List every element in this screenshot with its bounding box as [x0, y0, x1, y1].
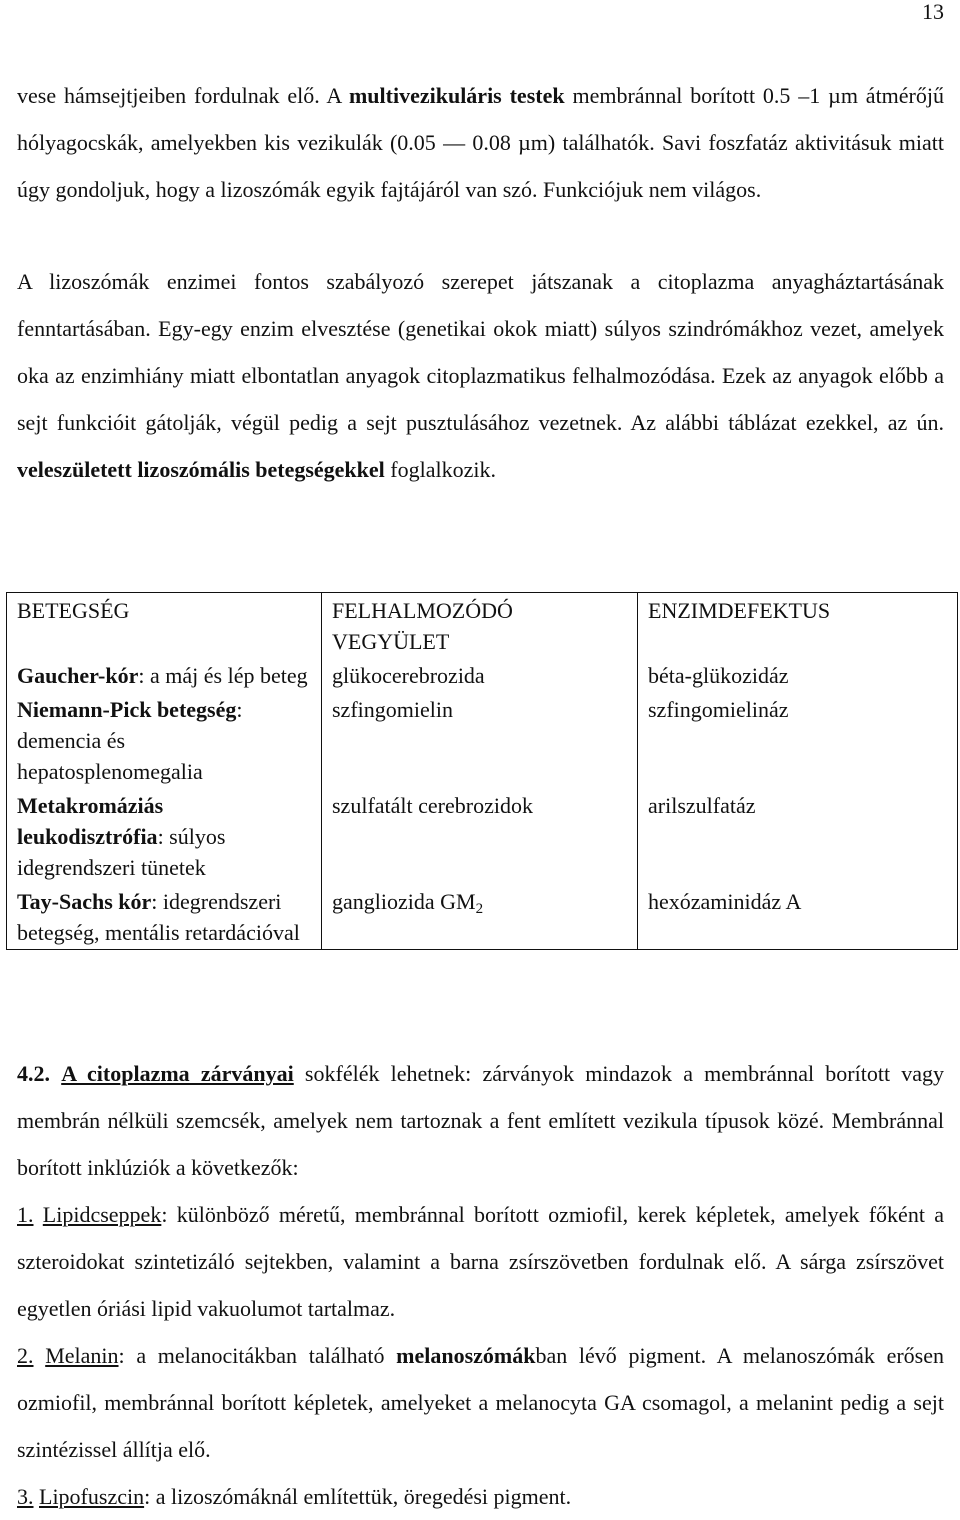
section-cytoplasm-inclusions [17, 1050, 944, 1520]
bold-term: melanoszómák [396, 1343, 536, 1368]
list-term: Lipidcseppek [42, 1202, 162, 1227]
lysosomal-disease-table [6, 592, 958, 950]
disease-cell [7, 788, 322, 884]
disease-cell [7, 884, 322, 950]
section-title [61, 1061, 294, 1086]
enzyme-cell: szfingomielináz [638, 692, 958, 788]
table-row [7, 692, 958, 788]
text-run: foglalkozik. [384, 457, 496, 482]
enzyme-cell: hexózaminidáz A [638, 884, 958, 950]
disease-description: : demencia és hepatosplenomegalia [17, 697, 243, 784]
list-text: : különböző méretű, membránnal borított ozmiofil, kerek képletek, amelyek főként a szteroidokat szintetizáló sejtekben, valamint a barna zsírszövetben fordulnak elő. A sárga zsírszövet egyetlen óriási lipid vakuolumot tartalmaz. [17, 1202, 944, 1321]
disease-name: Tay-Sachs kór [17, 889, 152, 914]
table-row [7, 884, 958, 950]
text-run: membránnal borított 0.5 –1 µm átmérőjű hólyagocskák, amelyekben kis vezikulák (0.05 — 0.08 µm) találhatók. Savi foszfatáz aktivitásuk miatt úgy gondoljuk, hogy a lizoszómák egyik fajtájáról van szó. Funkciójuk nem világos. [17, 83, 944, 202]
header-compound: FELHALMOZÓDÓ VEGYÜLET [322, 593, 638, 659]
list-number: 2. [17, 1343, 34, 1368]
disease-name: Gaucher-kór [17, 663, 139, 688]
bold-term: veleszületett lizoszómális betegségekkel [17, 457, 385, 482]
page-number: 13 [922, 0, 944, 24]
bold-term: multivezikuláris testek [348, 83, 565, 108]
compound-name: szulfatált cerebrozidok [332, 793, 533, 818]
disease-description: : súlyos idegrendszeri tünetek [17, 824, 226, 880]
disease-description: : idegrendszeri betegség, mentális retardációval [17, 889, 300, 945]
compound-cell [322, 692, 638, 788]
list-item [17, 1191, 944, 1332]
text-run: A lizoszómák enzimei fontos szabályozó szerepet játszanak a citoplazma anyagháztartásának fenntartásában. Egy-egy enzim elvesztése (genetikai okok miatt) súlyos szindrómákhoz vezet, amelyek oka az enzimhiány miatt elbontatlan anyagok citoplazmatikus felhalmozódása. Ezek az anyagok előbb a sejt funkcióit gátolják, végül pedig a sejt pusztulásához vezetnek. Az alábbi táblázat ezekkel, az ún. [17, 269, 944, 435]
list-text: ban lévő pigment. A melanoszómák erősen ozmiofil, membránnal borított képletek, amelyeket a melanocyta GA csomagol, a melanint pedig a sejt szintézissel állítja elő. [17, 1343, 944, 1462]
list-term: Melanin [45, 1343, 119, 1368]
section-intro-text: sokfélék lehetnek: zárványok mindazok a membránnal borított vagy membrán nélküli szemcsék, amelyek nem tartoznak a fent említett vezikula típusok közé. Membránnal borított inklúziók a következők: [17, 1061, 945, 1180]
disease-cell [7, 692, 322, 788]
list-text: : a melanocitákban található [118, 1343, 397, 1368]
header-disease: BETEGSÉG [7, 593, 322, 659]
table-row [7, 658, 958, 692]
header-enzyme: ENZIMDEFEKTUS [638, 593, 958, 659]
compound-name: gangliozida GM [332, 889, 476, 914]
disease-name: Niemann-Pick betegség [17, 697, 237, 722]
compound-cell [322, 658, 638, 692]
paragraph-lysosome-enzymes [17, 258, 944, 493]
compound-cell [322, 884, 638, 950]
disease-description: : a máj és lép beteg [138, 663, 308, 688]
list-text: : a lizoszómáknál említettük, öregedési pigment. [144, 1484, 572, 1509]
disease-name: Metakromáziás leukodisztrófia [17, 793, 164, 849]
paragraph-multivesicular [17, 72, 944, 213]
table-row [7, 788, 958, 884]
list-number: 1. [17, 1202, 34, 1227]
enzyme-cell: arilszulfatáz [638, 788, 958, 884]
section-number: 4.2. [17, 1061, 50, 1086]
compound-name: szfingomielin [332, 697, 453, 722]
list-item [17, 1332, 944, 1473]
section-title-text: A citoplazma zárványai [61, 1061, 294, 1086]
compound-name: glükocerebrozida [332, 663, 485, 688]
list-term: Lipofuszcin [39, 1484, 145, 1509]
subscript: 2 [475, 901, 484, 917]
disease-cell [7, 658, 322, 692]
enzyme-cell: béta-glükozidáz [638, 658, 958, 692]
text-run: vese hámsejtjeiben fordulnak elő. A [17, 83, 349, 108]
compound-cell [322, 788, 638, 884]
table-header-row [7, 593, 958, 659]
section-intro [17, 1050, 944, 1191]
list-number: 3. [17, 1484, 34, 1509]
